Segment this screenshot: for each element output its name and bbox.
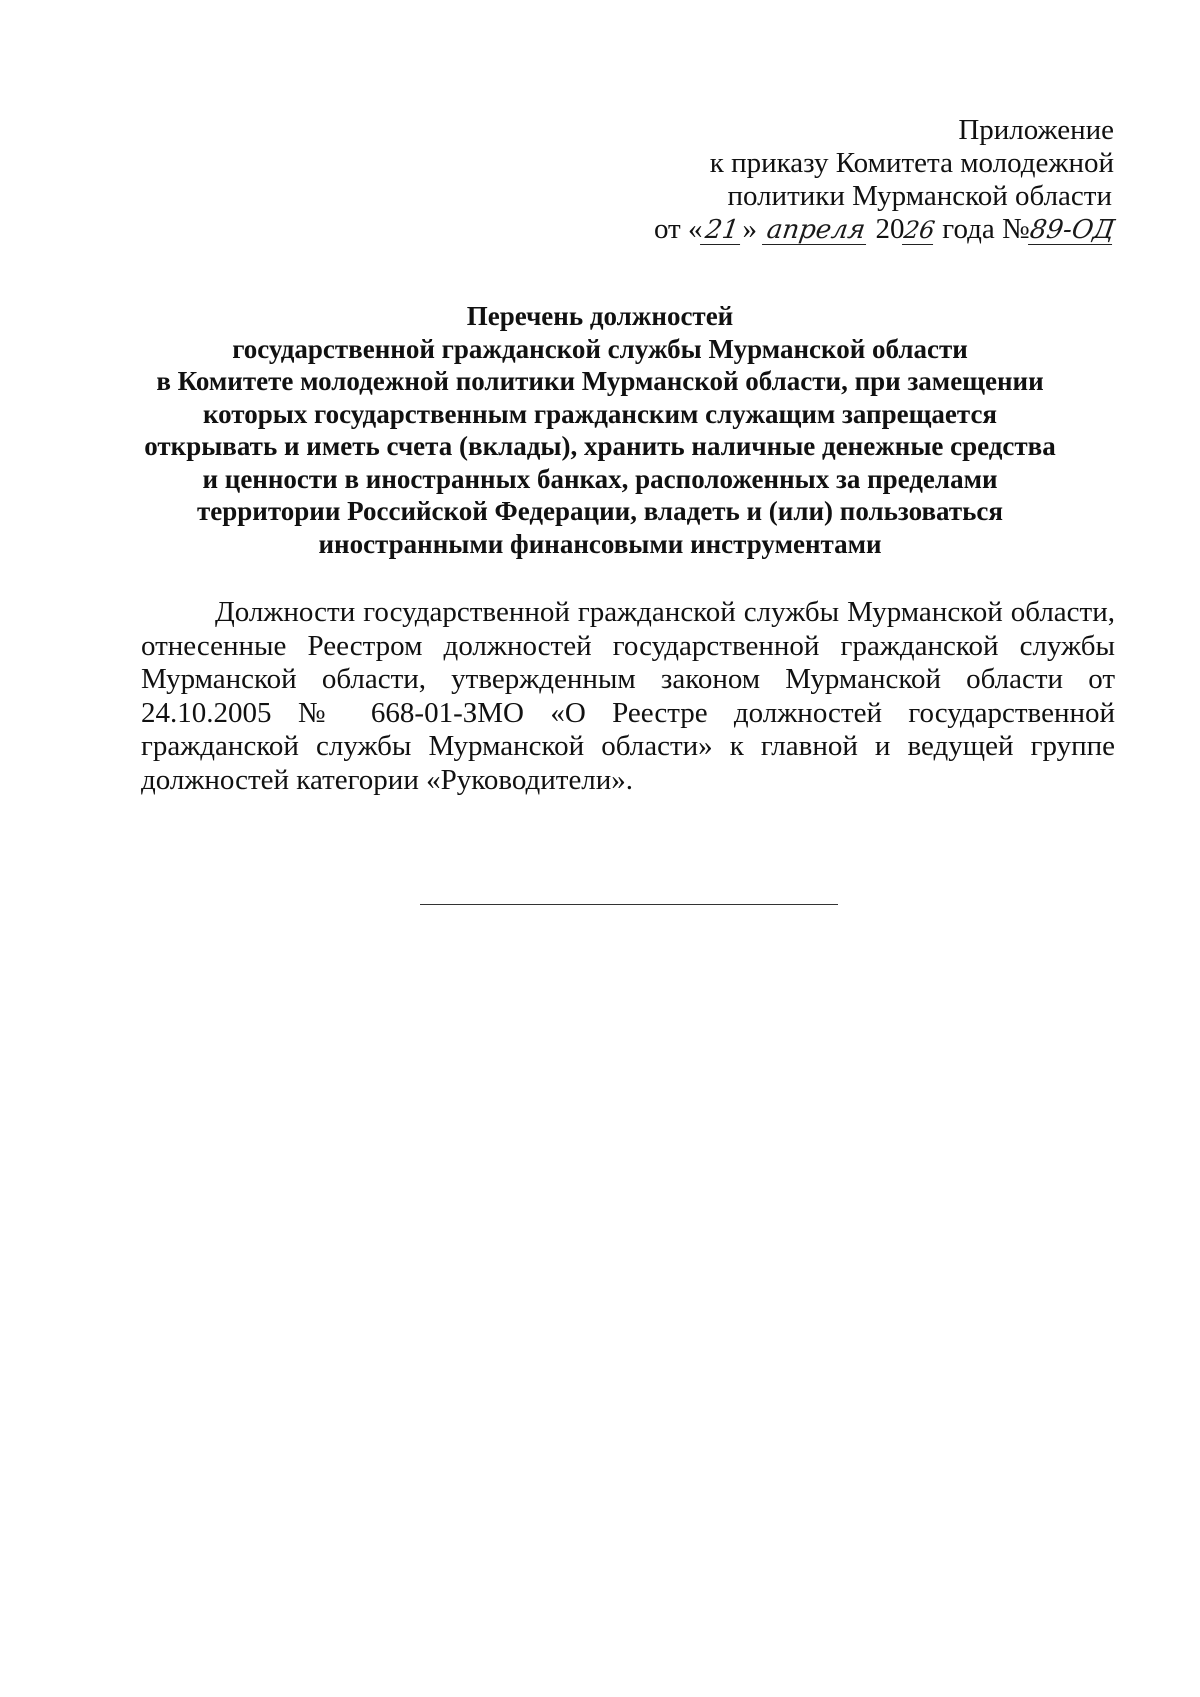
body-line: отнесенные Реестром должностей государственной гражданской службы <box>141 629 1115 662</box>
document-title <box>120 300 1080 560</box>
body-line: Мурманской области, утвержденным законом Мурманской области от <box>141 663 1115 695</box>
title-line: открывать и иметь счета (вклады), хранить наличные денежные средства <box>144 431 1056 461</box>
title-line: Перечень должностей <box>466 301 734 331</box>
body-line: 24.10.2005 № 668-01-ЗМО «О Реестре должностей государственной <box>141 696 1115 729</box>
title-line: и ценности в иностранных банках, расположенных за пределами <box>202 463 998 494</box>
title-line: в Комитете молодежной политики Мурманской области, при замещении <box>156 366 1044 396</box>
appendix-header <box>494 114 1117 246</box>
title-line: иностранными финансовыми инструментами <box>318 528 882 559</box>
date-prefix: от « <box>653 213 703 245</box>
title-line: государственной гражданской службы Мурманской области <box>232 333 968 364</box>
handwritten-order-number: 89-ОД <box>1027 215 1117 245</box>
handwritten-day: 21 <box>700 216 744 245</box>
year-word: года № <box>942 213 1030 245</box>
closing-separator-line <box>420 904 838 905</box>
appendix-title: Приложение <box>958 114 1114 146</box>
body-line: Должности государственной гражданской службы Мурманской области, <box>215 596 1115 628</box>
title-line: которых государственным гражданским служащим запрещается <box>202 398 998 429</box>
year-prefix: 20 <box>875 213 905 245</box>
appendix-order-ref: к приказу Комитета молодежной <box>709 147 1114 179</box>
body-line: гражданской службы Мурманской области» к главной и ведущей группе <box>141 730 1115 762</box>
handwritten-year: 26 <box>902 216 938 244</box>
title-line: территории Российской Федерации, владеть и (или) пользоваться <box>197 496 1003 526</box>
appendix-date-line <box>494 213 1117 246</box>
date-quote-close: » <box>742 213 757 245</box>
appendix-committee: политики Мурманской области <box>727 180 1112 212</box>
body-paragraph <box>141 596 1115 797</box>
handwritten-month: апреля <box>762 216 870 245</box>
body-line: должностей категории «Руководители». <box>141 763 634 796</box>
